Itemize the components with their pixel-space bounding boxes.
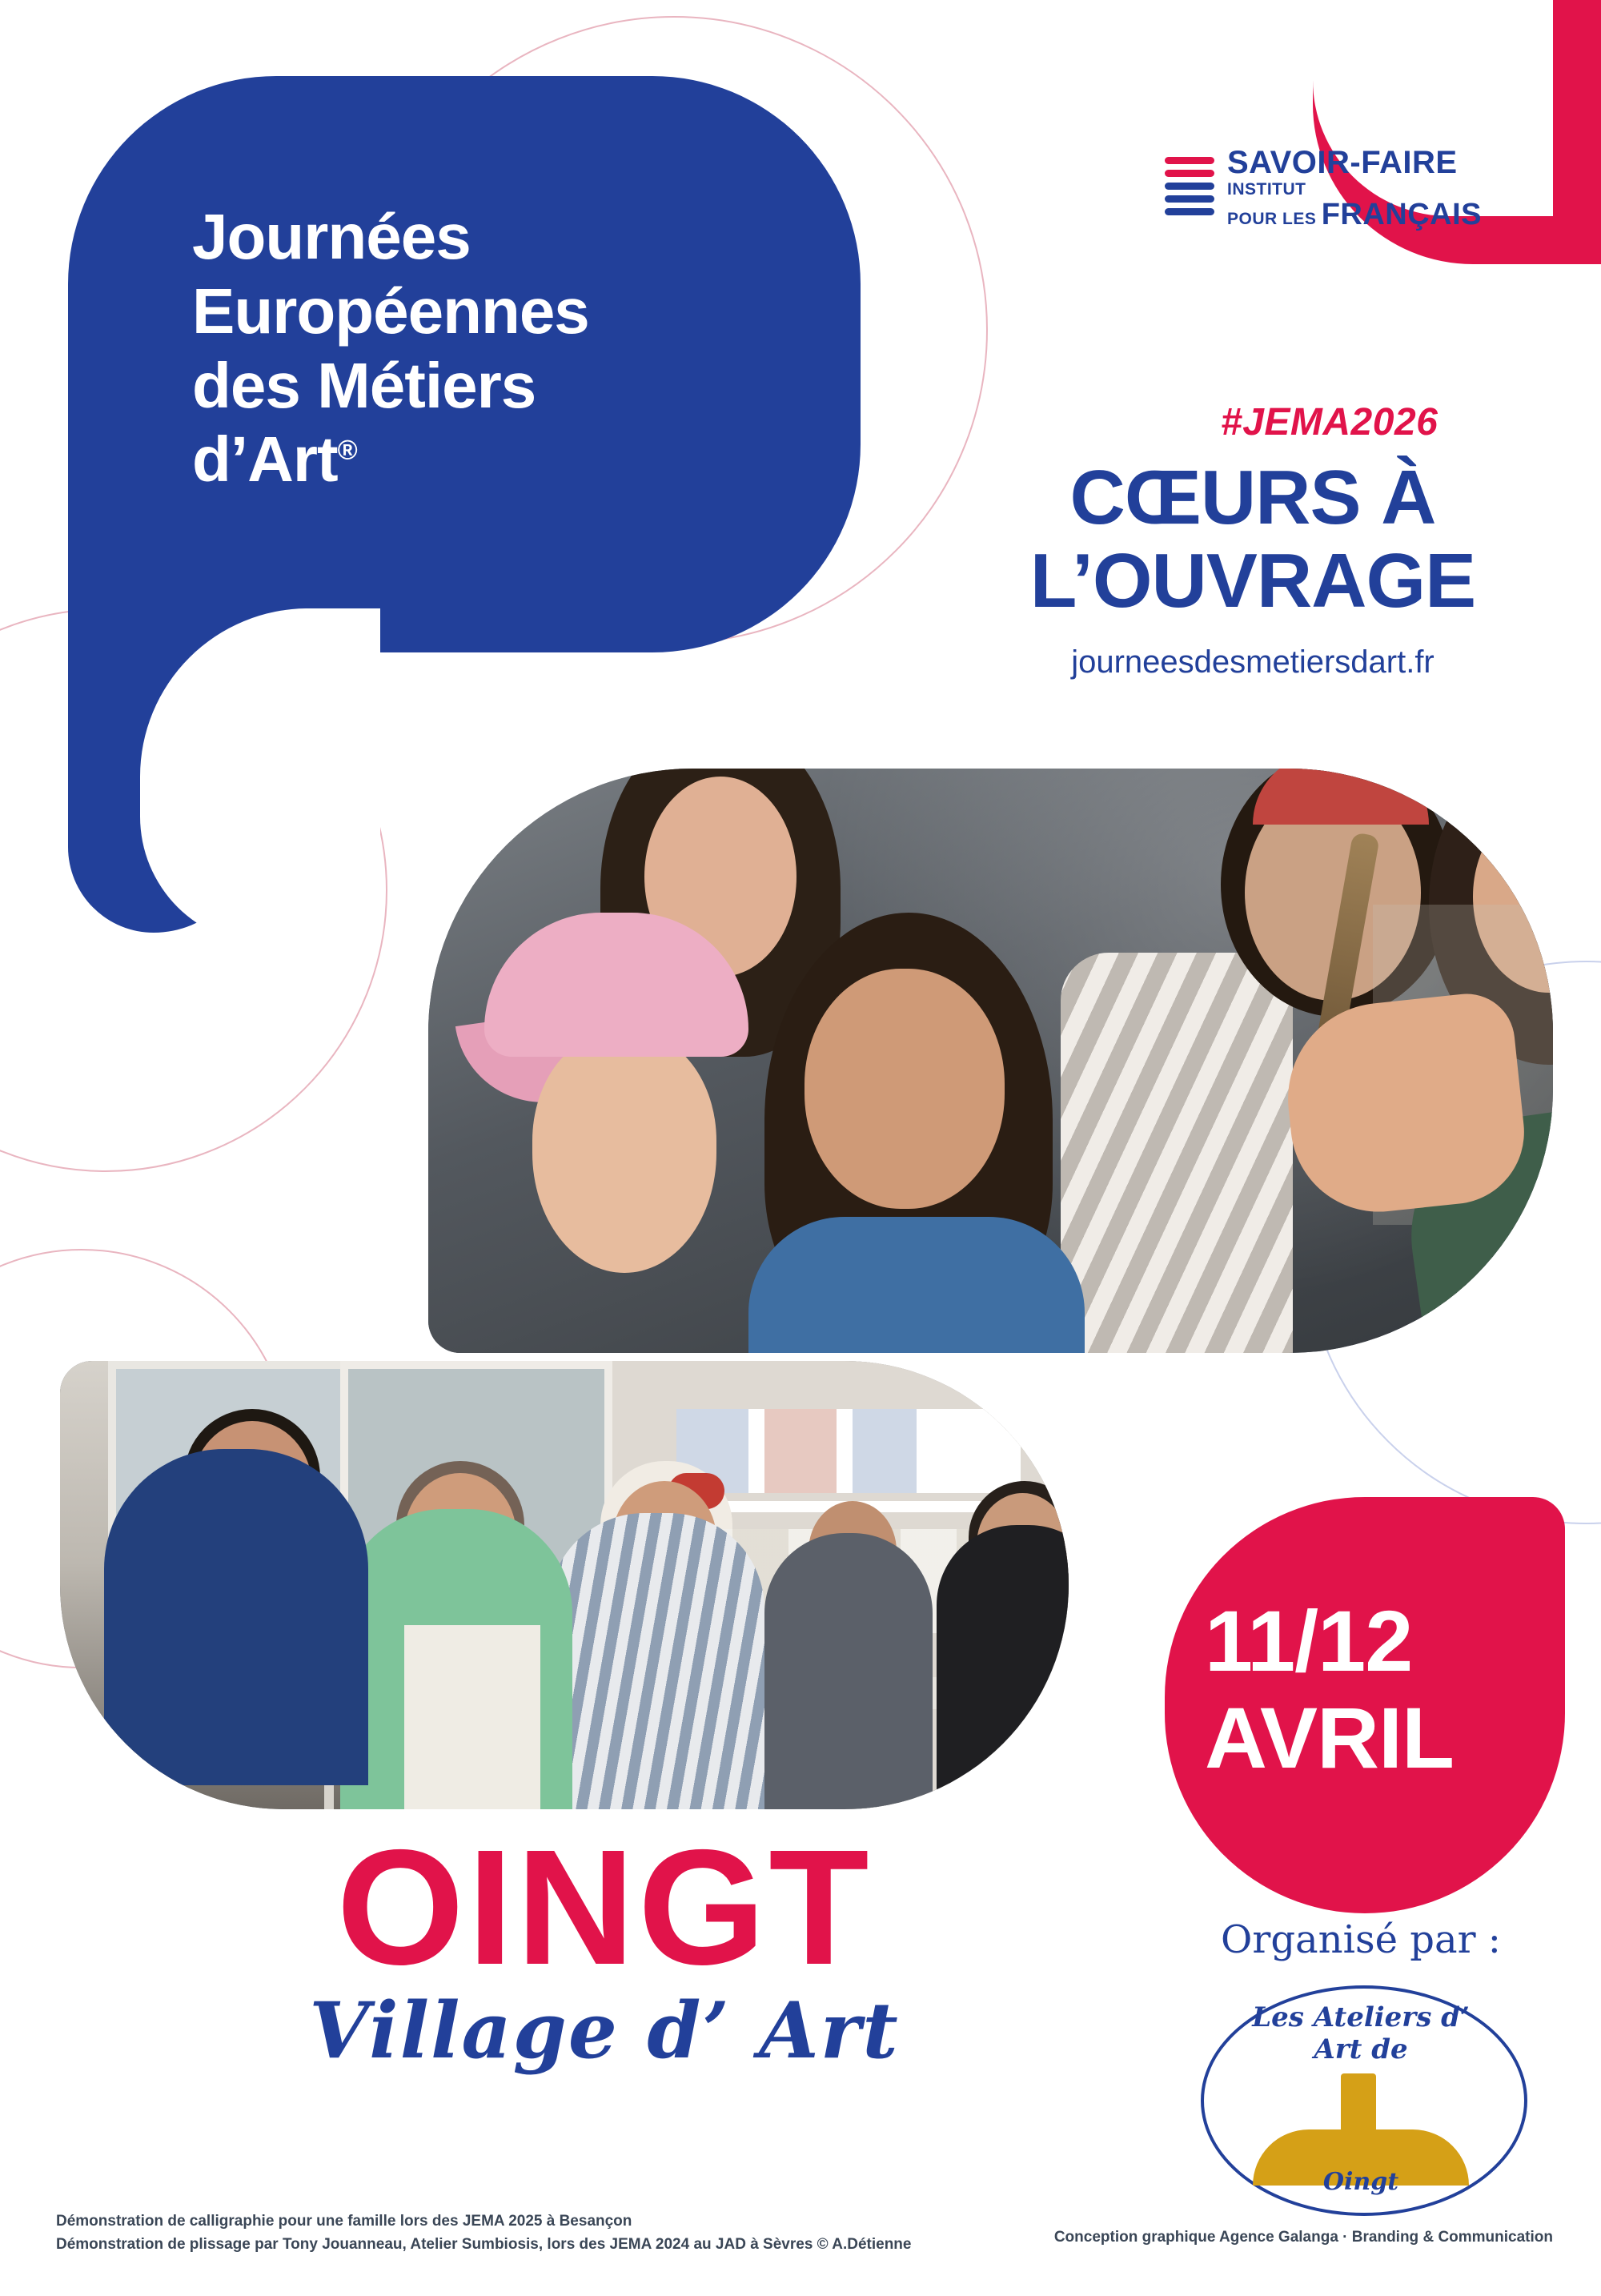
photo-top-child2-face: [805, 969, 1005, 1209]
photo-top-striped-shirt: [1061, 953, 1293, 1353]
photo-top-calligraphy-demo: [428, 769, 1553, 1353]
credits-right: Conception graphique Agence Galanga · Branding & Communication: [1053, 2229, 1553, 2246]
hashtag: #JEMA2026: [1221, 401, 1438, 444]
photo-bottom-man4-body: [764, 1533, 933, 1809]
title-line-4-wrapper: [192, 423, 833, 497]
institut-logo-mark-icon: [1165, 154, 1214, 223]
title-line-3: des Métiers: [192, 349, 536, 421]
credit-line-2: Démonstration de plissage par Tony Jouanneau, Atelier Sumbiosis, lors des JEMA 2024 au JAD à Sèvres © A.Détienne: [56, 2236, 912, 2254]
institut-logo-line-3: [1227, 199, 1482, 230]
headline-line-1: CŒURS À: [1069, 455, 1436, 540]
organiser-logo-top-text: Les Ateliers d’ Art de: [1252, 2001, 1470, 2065]
date-line-2: AVRIL: [1205, 1688, 1454, 1786]
photo-top-child2-body: [748, 1217, 1085, 1353]
institut-logo-line-3-big: FRANÇAIS: [1321, 198, 1483, 231]
institut-logo-line-1: SAVOIR-FAIRE: [1227, 145, 1458, 180]
city-name: OINGT: [336, 1816, 873, 1999]
photo-bottom-scene: [60, 1361, 1069, 1809]
photo-bottom-man3-body: [548, 1513, 764, 1809]
photo-top-child1-face: [532, 1033, 716, 1273]
photo-top-hand: [1278, 989, 1531, 1221]
headline-line-2: L’OUVRAGE: [1029, 537, 1476, 624]
title-line-4: d’Art: [192, 423, 338, 496]
registered-mark: ®: [337, 435, 357, 466]
website-url[interactable]: journeesdesmetiersdart.fr: [1071, 644, 1434, 680]
photo-bottom-workshop: [60, 1361, 1069, 1809]
organiser-logo: [1177, 1977, 1545, 2218]
date-line-1: 11/12: [1205, 1592, 1413, 1689]
photo-bottom-man1-body: [104, 1449, 368, 1785]
organised-by-label: Organisé par :: [1221, 1917, 1501, 1962]
date-text: [1205, 1593, 1541, 1787]
campaign-headline: [965, 456, 1541, 622]
title-line-2: Européennes: [192, 275, 589, 347]
institut-logo-line-3-small: POUR LES: [1227, 210, 1317, 228]
credits-left: [56, 2210, 1017, 2257]
institut-savoir-faire-logo: [1165, 136, 1501, 240]
photo-bottom-wall-papers: [676, 1409, 1021, 1493]
city-tagline: Village d’ Art: [309, 1985, 900, 2076]
photo-bottom-woman-body: [937, 1525, 1069, 1809]
photo-top-red-cap: [1253, 769, 1429, 825]
organiser-logo-bottom-text: Oingt: [1322, 2168, 1399, 2196]
photo-top-scene: [428, 769, 1553, 1353]
institut-logo-line-2: INSTITUT: [1227, 180, 1306, 199]
institut-logo-text: [1227, 147, 1482, 230]
page-title: [192, 200, 833, 497]
photo-bottom-man2-apron: [404, 1625, 540, 1809]
title-line-1: Journées: [192, 201, 471, 272]
credit-line-1: Démonstration de calligraphie pour une famille lors des JEMA 2025 à Besançon: [56, 2213, 632, 2230]
